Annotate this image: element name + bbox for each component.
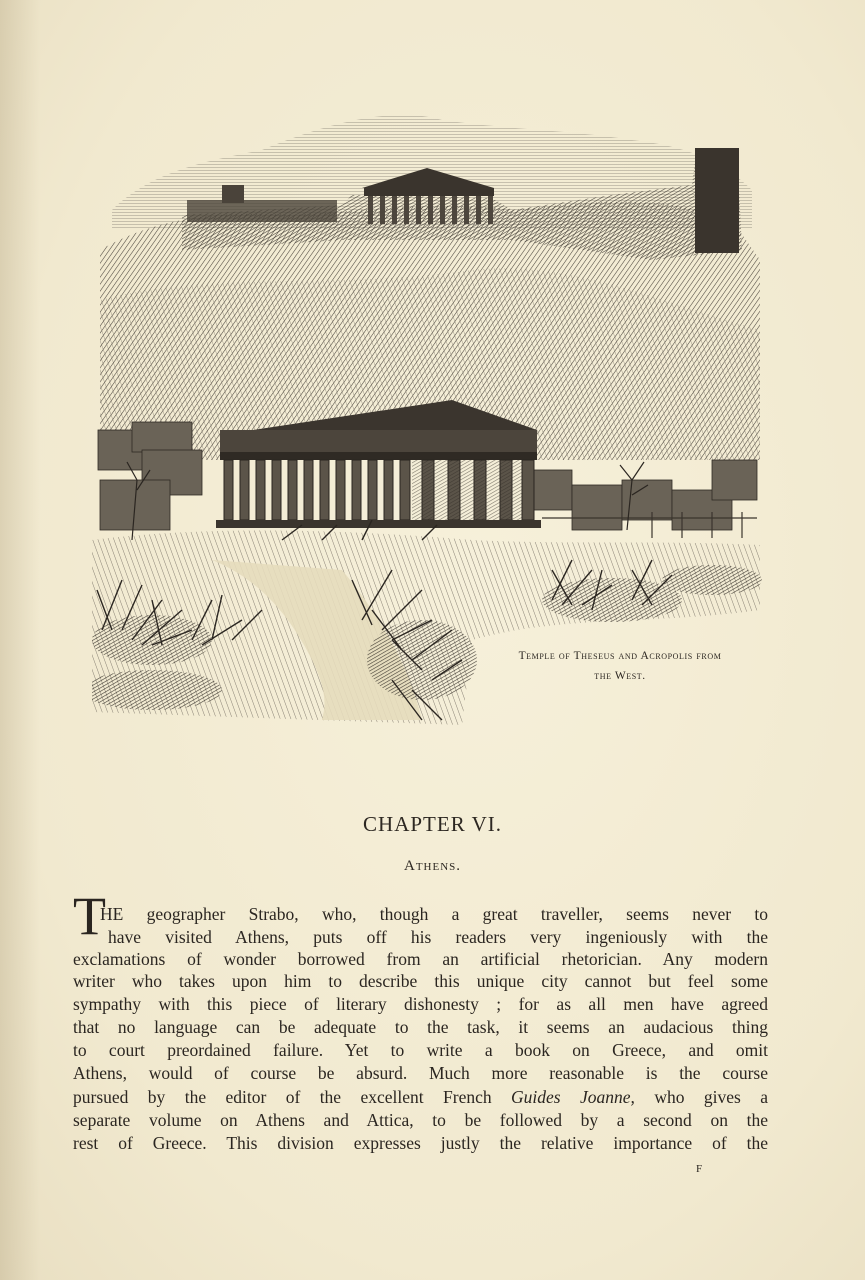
signature-mark: F (696, 1163, 703, 1175)
body-line: separate volume on Athens and Attica, to be followed by a second on the (73, 1110, 768, 1130)
body-line: to court preordained failure. Yet to write a book on Greece, and omit (73, 1040, 768, 1060)
body-text-segment: pursued by the editor of the excellent French (73, 1087, 512, 1107)
drop-cap-letter: T (73, 886, 106, 946)
body-line: HE geographer Strabo, who, though a great traveller, seems never to (100, 904, 768, 924)
body-line: Athens, would of course be absurd. Much more reasonable is the course (73, 1063, 768, 1083)
body-line: that no language can be adequate to the task, it seems an audacious thing (73, 1017, 768, 1037)
body-line: exclamations of wonder borrowed from an artificial rhetorician. Any modern (73, 949, 768, 969)
body-text-segment: who gives a (634, 1087, 768, 1107)
caption-line-1: Temple of Theseus and Acropolis from (518, 650, 722, 662)
italic-title-guides-joanne: Guides Joanne, (511, 1087, 635, 1107)
body-line: have visited Athens, puts off his readers very ingeniously with the (108, 927, 768, 947)
caption-line-2: the West. (594, 670, 646, 682)
illustration-caption (470, 646, 770, 686)
engraving-illustration (92, 100, 764, 725)
body-line-with-italic (73, 1086, 768, 1108)
page-gutter-shadow (0, 0, 40, 1280)
chapter-subtitle: Athens. (403, 858, 462, 874)
body-line: writer who takes upon him to describe this unique city cannot but feel some (73, 971, 768, 991)
body-line: sympathy with this piece of literary dishonesty ; for as all men have agreed (73, 994, 768, 1014)
chapter-title: CHAPTER VI. (363, 812, 502, 836)
body-line: rest of Greece. This division expresses justly the relative importance of the (73, 1133, 768, 1153)
